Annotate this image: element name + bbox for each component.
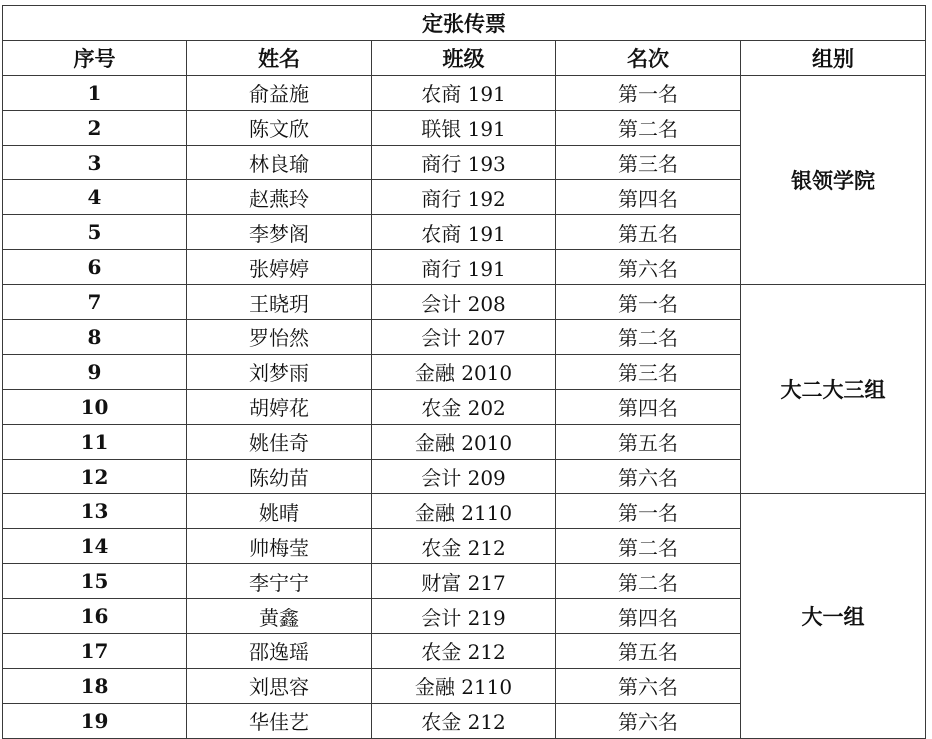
row-class-cell: 商行 193 [372,145,556,180]
table-row [3,285,926,320]
table-body [3,75,926,738]
row-index-cell: 18 [3,668,187,703]
row-class-cell: 联银 191 [372,110,556,145]
row-index-cell: 6 [3,250,187,285]
table-row [3,494,926,529]
results-table [2,5,926,739]
row-name-cell: 姚佳奇 [187,424,372,459]
row-rank-cell: 第四名 [556,599,741,634]
row-rank-cell: 第六名 [556,250,741,285]
row-index-cell: 10 [3,389,187,424]
row-rank-cell: 第一名 [556,494,741,529]
row-class-cell: 农金 212 [372,529,556,564]
header-index: 序号 [3,40,187,75]
row-name-cell: 李梦阁 [187,215,372,250]
row-rank-cell: 第六名 [556,668,741,703]
row-rank-cell: 第五名 [556,215,741,250]
row-name-cell: 林良瑜 [187,145,372,180]
group-name-cell: 银领学院 [741,75,926,284]
row-name-cell: 帅梅莹 [187,529,372,564]
row-class-cell: 商行 191 [372,250,556,285]
row-name-cell: 刘思容 [187,668,372,703]
row-class-cell: 会计 219 [372,599,556,634]
row-class-cell: 农金 212 [372,703,556,738]
header-row [3,40,926,75]
row-name-cell: 赵燕玲 [187,180,372,215]
row-class-cell: 农金 202 [372,389,556,424]
row-index-cell: 9 [3,354,187,389]
row-class-cell: 农商 191 [372,215,556,250]
row-class-cell: 会计 209 [372,459,556,494]
row-index-cell: 12 [3,459,187,494]
row-index-cell: 5 [3,215,187,250]
row-rank-cell: 第二名 [556,564,741,599]
header-name: 姓名 [187,40,372,75]
row-class-cell: 金融 2110 [372,494,556,529]
row-class-cell: 财富 217 [372,564,556,599]
row-name-cell: 姚晴 [187,494,372,529]
row-class-cell: 金融 2010 [372,424,556,459]
row-name-cell: 邵逸瑶 [187,634,372,669]
row-name-cell: 刘梦雨 [187,354,372,389]
row-name-cell: 俞益施 [187,75,372,110]
row-rank-cell: 第一名 [556,75,741,110]
row-index-cell: 1 [3,75,187,110]
header-rank: 名次 [556,40,741,75]
row-class-cell: 金融 2110 [372,668,556,703]
row-index-cell: 11 [3,424,187,459]
row-class-cell: 农金 212 [372,634,556,669]
row-index-cell: 13 [3,494,187,529]
row-name-cell: 罗怡然 [187,320,372,355]
title-row [3,6,926,41]
row-name-cell: 陈文欣 [187,110,372,145]
row-index-cell: 16 [3,599,187,634]
row-index-cell: 17 [3,634,187,669]
row-rank-cell: 第五名 [556,424,741,459]
row-index-cell: 14 [3,529,187,564]
row-name-cell: 李宁宁 [187,564,372,599]
table-row [3,75,926,110]
row-rank-cell: 第六名 [556,459,741,494]
row-index-cell: 4 [3,180,187,215]
row-class-cell: 商行 192 [372,180,556,215]
row-rank-cell: 第一名 [556,285,741,320]
row-rank-cell: 第五名 [556,634,741,669]
row-rank-cell: 第二名 [556,320,741,355]
row-rank-cell: 第六名 [556,703,741,738]
row-name-cell: 张婷婷 [187,250,372,285]
row-rank-cell: 第二名 [556,529,741,564]
row-rank-cell: 第四名 [556,180,741,215]
row-index-cell: 2 [3,110,187,145]
row-index-cell: 3 [3,145,187,180]
row-index-cell: 7 [3,285,187,320]
row-name-cell: 黄鑫 [187,599,372,634]
row-rank-cell: 第四名 [556,389,741,424]
row-name-cell: 陈幼苗 [187,459,372,494]
row-index-cell: 19 [3,703,187,738]
row-class-cell: 金融 2010 [372,354,556,389]
row-rank-cell: 第三名 [556,354,741,389]
row-class-cell: 农商 191 [372,75,556,110]
group-name-cell: 大二大三组 [741,285,926,494]
group-name-cell: 大一组 [741,494,926,738]
row-name-cell: 王晓玥 [187,285,372,320]
header-class: 班级 [372,40,556,75]
row-rank-cell: 第三名 [556,145,741,180]
row-index-cell: 8 [3,320,187,355]
row-name-cell: 华佳艺 [187,703,372,738]
row-rank-cell: 第二名 [556,110,741,145]
table-title: 定张传票 [3,6,926,41]
row-class-cell: 会计 207 [372,320,556,355]
row-class-cell: 会计 208 [372,285,556,320]
row-index-cell: 15 [3,564,187,599]
row-name-cell: 胡婷花 [187,389,372,424]
header-group: 组别 [741,40,926,75]
